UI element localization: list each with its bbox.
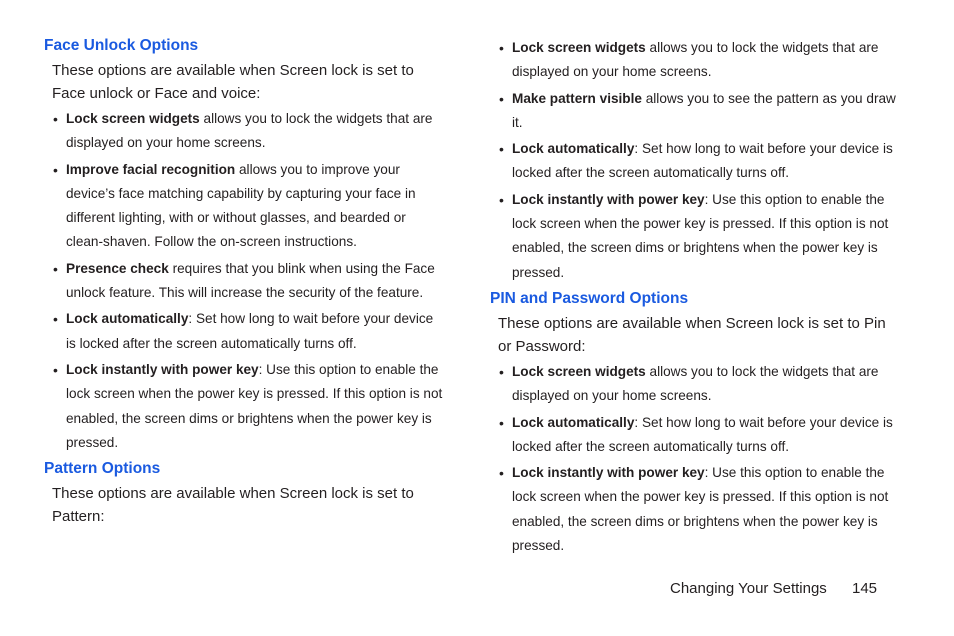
- bullet-text: : Set how long to wait before your device is locked after the screen automatically turns off.: [66, 311, 434, 351]
- bullet-dot-icon: •: [499, 141, 504, 158]
- bullet-term: Lock instantly with power key: [512, 465, 705, 481]
- bullet-text: : Set how long to wait before your device is locked after the screen automatically turns off.: [512, 414, 893, 454]
- bullet-item: [44, 358, 446, 455]
- bullet-term: Improve facial recognition: [66, 161, 236, 177]
- bullet-list-pin-password: [490, 360, 900, 558]
- footer-section-title: Changing Your Settings: [670, 580, 827, 597]
- section-heading-pin-password: PIN and Password Options: [490, 289, 689, 307]
- bullet-term: Lock screen widgets: [512, 363, 646, 379]
- bullet-item: [490, 411, 900, 460]
- section-heading-face-unlock: Face Unlock Options: [44, 37, 199, 54]
- bullet-dot-icon: •: [53, 111, 58, 127]
- bullet-term: Presence check: [66, 260, 169, 276]
- bullet-dot-icon: •: [53, 361, 58, 378]
- bullet-item: [490, 87, 900, 136]
- bullet-list-pattern: [490, 36, 900, 285]
- bullet-term: Lock instantly with power key: [512, 191, 705, 207]
- bullet-term: Lock automatically: [512, 414, 635, 430]
- bullet-text: allows you to lock the widgets that are displayed on your home screens.: [66, 111, 433, 151]
- bullet-dot-icon: •: [499, 40, 504, 56]
- section-intro-pin-password: These options are available when Screen lock is set to Pin or Password:: [498, 314, 886, 355]
- bullet-item: [44, 257, 446, 306]
- bullet-term: Lock instantly with power key: [66, 361, 259, 377]
- bullet-item: [44, 107, 446, 156]
- bullet-dot-icon: •: [53, 311, 58, 328]
- section-heading-pattern: Pattern Options: [44, 460, 161, 478]
- bullet-term: Make pattern visible: [512, 90, 642, 106]
- bullet-item: [44, 307, 446, 356]
- page-number: 145: [852, 580, 878, 597]
- bullet-dot-icon: •: [499, 414, 504, 431]
- bullet-item: [44, 158, 446, 255]
- bullet-dot-icon: •: [499, 465, 504, 482]
- bullet-text: : Use this option to enable the lock screen when the power key is pressed. If this option is not enabled, the screen dims or brightens when the power key is pressed.: [512, 191, 889, 280]
- right-column: [490, 36, 900, 562]
- bullet-dot-icon: •: [499, 90, 504, 107]
- bullet-term: Lock screen widgets: [512, 40, 646, 55]
- bullet-text: allows you to see the pattern as you draw it.: [512, 90, 896, 130]
- section-intro-face-unlock: These options are available when Screen lock is set to Face unlock or Face and voice:: [52, 62, 414, 102]
- bullet-text: requires that you blink when using the Face unlock feature. This will increase the security of the feature.: [66, 260, 435, 301]
- bullet-dot-icon: •: [499, 363, 504, 380]
- left-column: [44, 36, 446, 530]
- bullet-text: : Set how long to wait before your device is locked after the screen automatically turns off.: [512, 141, 893, 181]
- bullet-term: Lock screen widgets: [66, 111, 200, 126]
- bullet-dot-icon: •: [499, 191, 504, 208]
- bullet-text: allows you to lock the widgets that are displayed on your home screens.: [512, 363, 879, 404]
- bullet-list-face-unlock: [44, 107, 446, 455]
- bullet-text: allows you to lock the widgets that are displayed on your home screens.: [512, 40, 879, 80]
- bullet-term: Lock automatically: [512, 141, 635, 157]
- bullet-text: : Use this option to enable the lock screen when the power key is pressed. If this option is not enabled, the screen dims or brightens when the power key is pressed.: [66, 361, 443, 450]
- bullet-item: [490, 137, 900, 186]
- bullet-text: allows you to improve your device’s face matching capability by capturing your face in different lighting, with or without glasses, and bearded or clean-shaven. Follow the on-screen instructions.: [66, 161, 416, 250]
- bullet-item: [490, 188, 900, 285]
- bullet-item: [490, 360, 900, 409]
- bullet-dot-icon: •: [53, 161, 58, 178]
- bullet-dot-icon: •: [53, 260, 58, 277]
- page-footer: [670, 578, 890, 600]
- bullet-item: [490, 461, 900, 558]
- bullet-text: : Use this option to enable the lock screen when the power key is pressed. If this option is not enabled, the screen dims or brightens when the power key is pressed.: [512, 465, 889, 554]
- section-intro-pattern: These options are available when Screen lock is set to Pattern:: [52, 485, 414, 526]
- bullet-item: [490, 36, 900, 85]
- bullet-term: Lock automatically: [66, 311, 189, 327]
